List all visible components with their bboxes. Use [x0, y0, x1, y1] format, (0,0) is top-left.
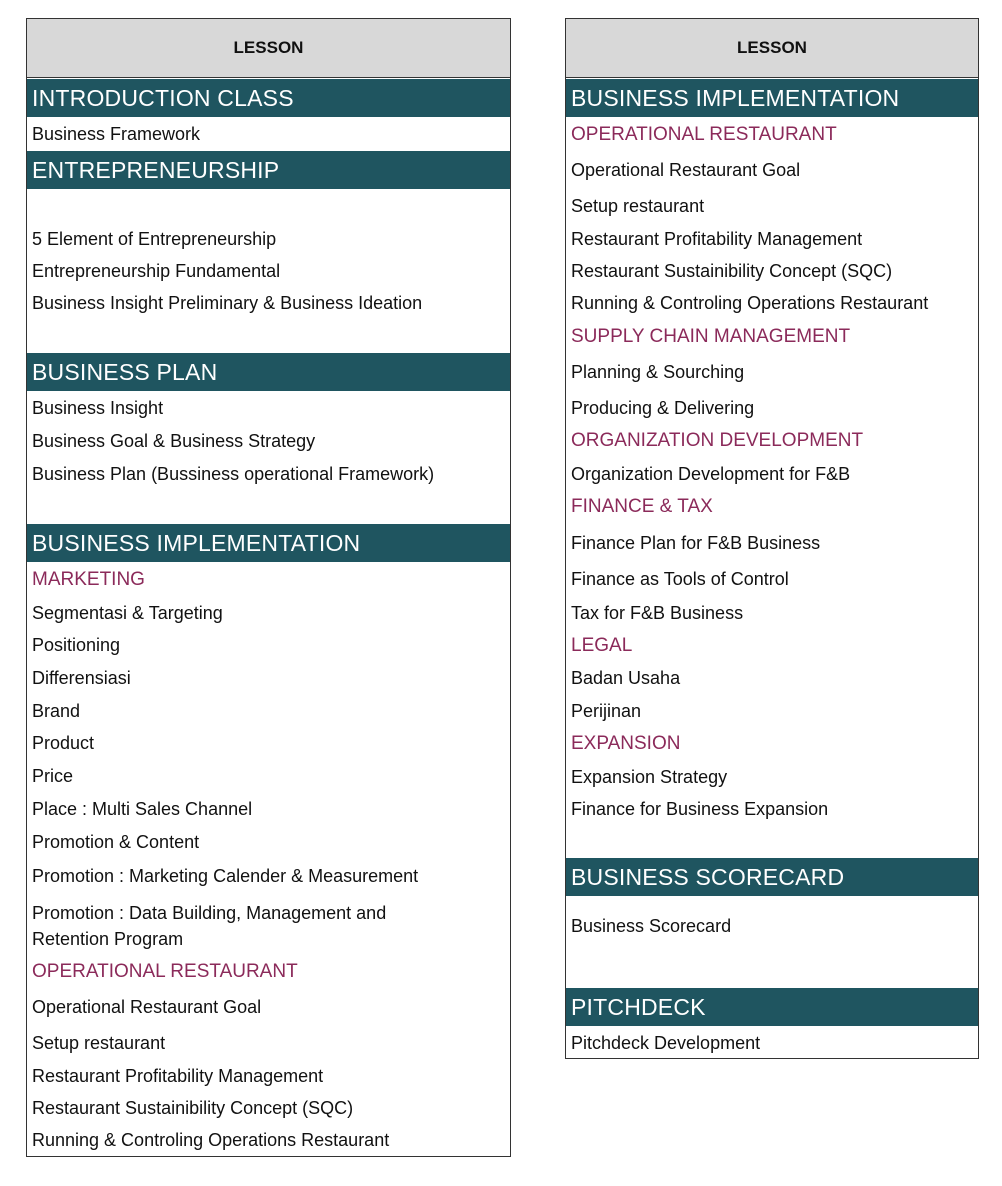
- lesson-item: Restaurant Profitability Management: [32, 1065, 324, 1086]
- lesson-item: Badan Usaha: [571, 667, 681, 688]
- lesson-item: Pitchdeck Development: [571, 1032, 761, 1053]
- lesson-item: Expansion Strategy: [571, 766, 728, 787]
- section-introduction-class: INTRODUCTION CLASS: [27, 79, 510, 117]
- lesson-item: Finance as Tools of Control: [571, 568, 789, 589]
- section-business-implementation: BUSINESS IMPLEMENTATION: [27, 524, 510, 562]
- lesson-item: Promotion : Data Building, Management and Retention Program: [32, 903, 387, 949]
- lesson-item: Positioning: [32, 634, 121, 655]
- lesson-item: Running & Controling Operations Restaurant: [32, 1129, 390, 1150]
- lesson-table-right: [565, 18, 979, 1059]
- lesson-item: Restaurant Sustainibility Concept (SQC): [571, 260, 893, 281]
- lesson-item: Finance Plan for F&B Business: [571, 532, 821, 553]
- lesson-item: Promotion : Marketing Calender & Measurement: [32, 865, 419, 886]
- lesson-table-left: [26, 18, 511, 1157]
- lesson-item: Entrepreneurship Fundamental: [32, 260, 281, 281]
- section-entrepreneurship: ENTREPRENEURSHIP: [27, 151, 510, 189]
- section-business-scorecard: BUSINESS SCORECARD: [566, 858, 978, 896]
- lesson-item: Promotion & Content: [32, 831, 200, 852]
- lesson-item: Brand: [32, 700, 81, 721]
- lesson-item: Producing & Delivering: [571, 397, 755, 418]
- lesson-item: Running & Controling Operations Restaurant: [571, 292, 929, 313]
- lesson-item: Business Goal & Business Strategy: [32, 430, 316, 451]
- lesson-item: Product: [32, 732, 95, 753]
- lesson-item: Business Scorecard: [571, 915, 732, 936]
- section-business-plan: BUSINESS PLAN: [27, 353, 510, 391]
- lesson-item: Tax for F&B Business: [571, 602, 744, 623]
- subsection-legal: LEGAL: [571, 635, 633, 656]
- lesson-item: Operational Restaurant Goal: [32, 996, 262, 1017]
- section-pitchdeck: PITCHDECK: [566, 988, 978, 1026]
- subsection-operational-restaurant: OPERATIONAL RESTAURANT: [571, 124, 837, 145]
- lesson-header: LESSON: [27, 19, 510, 78]
- subsection-marketing: MARKETING: [32, 569, 145, 590]
- lesson-item: Segmentasi & Targeting: [32, 602, 223, 623]
- lesson-item: Price: [32, 765, 74, 786]
- subsection-supply-chain-management: SUPPLY CHAIN MANAGEMENT: [571, 326, 851, 347]
- lesson-item: Restaurant Sustainibility Concept (SQC): [32, 1097, 354, 1118]
- lesson-item: Setup restaurant: [571, 195, 705, 216]
- lesson-item: 5 Element of Entrepreneurship: [32, 228, 277, 249]
- lesson-item: Organization Development for F&B: [571, 463, 851, 484]
- lesson-header: LESSON: [566, 19, 978, 78]
- lesson-item: Place : Multi Sales Channel: [32, 798, 253, 819]
- subsection-expansion: EXPANSION: [571, 733, 681, 754]
- section-business-implementation: BUSINESS IMPLEMENTATION: [566, 79, 978, 117]
- subsection-operational-restaurant: OPERATIONAL RESTAURANT: [32, 961, 298, 982]
- lesson-item: Setup restaurant: [32, 1032, 166, 1053]
- lesson-item: Business Insight: [32, 397, 164, 418]
- lesson-item: Operational Restaurant Goal: [571, 159, 801, 180]
- lesson-item: Differensiasi: [32, 667, 131, 688]
- lesson-item: Business Framework: [32, 123, 201, 144]
- lesson-item: Business Insight Preliminary & Business Ideation: [32, 292, 423, 313]
- subsection-organization-development: ORGANIZATION DEVELOPMENT: [571, 430, 864, 451]
- subsection-finance-tax: FINANCE & TAX: [571, 496, 713, 517]
- lesson-item: Restaurant Profitability Management: [571, 228, 863, 249]
- lesson-item: Business Plan (Bussiness operational Framework): [32, 463, 435, 484]
- lesson-item: Planning & Sourching: [571, 361, 745, 382]
- lesson-item: Finance for Business Expansion: [571, 798, 829, 819]
- lesson-item: Perijinan: [571, 700, 642, 721]
